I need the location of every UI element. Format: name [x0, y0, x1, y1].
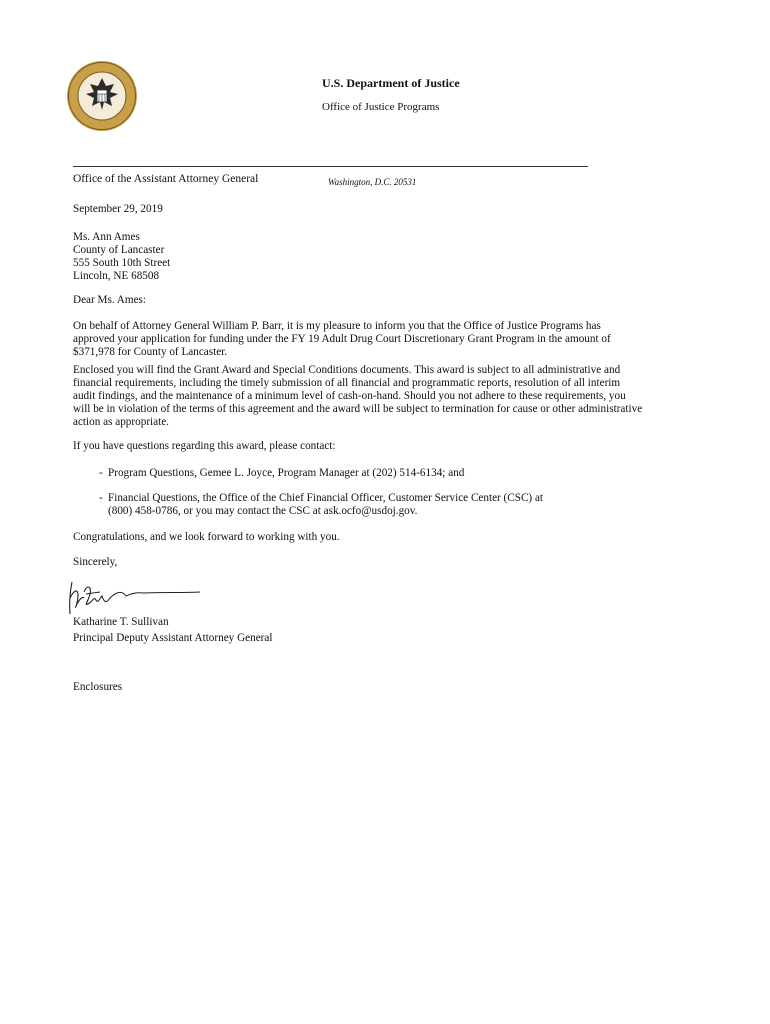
department-name: U.S. Department of Justice [322, 76, 460, 90]
bullet-marker: - [99, 467, 103, 479]
recipient-address [73, 231, 633, 283]
bullet-text: Program Questions, Gemee L. Joyce, Program Manager at (202) 514-6134; and [108, 467, 465, 479]
paragraph-line: will be in violation of the terms of this agreement and the award will be subject to termination for cause or other administrative [73, 403, 643, 415]
contact-program-questions [99, 467, 639, 480]
enclosures-note: Enclosures [73, 681, 123, 693]
recipient-name: Ms. Ann Ames [73, 231, 140, 243]
signer-title: Principal Deputy Assistant Attorney General [73, 632, 273, 644]
handwritten-signature [66, 576, 206, 618]
recipient-organization: County of Lancaster [73, 244, 165, 256]
paragraph-requirements [73, 364, 643, 429]
bullet-marker: - [99, 492, 103, 504]
recipient-street: 555 South 10th Street [73, 257, 171, 269]
recipient-city: Lincoln, NE 68508 [73, 270, 160, 282]
doj-seal-icon [66, 60, 138, 132]
paragraph-contact-intro: If you have questions regarding this award, please contact: [73, 440, 336, 452]
closing-line: Congratulations, and we look forward to working with you. [73, 531, 340, 543]
salutation: Dear Ms. Ames: [73, 294, 147, 306]
contact-financial-questions [99, 492, 639, 518]
letter-date: September 29, 2019 [73, 203, 163, 215]
paragraph-line: $371,978 for County of Lancaster. [73, 346, 228, 358]
paragraph-line: approved your application for funding under the FY 19 Adult Drug Court Discretionary Grant Program in the amount of [73, 333, 611, 345]
header-divider [73, 166, 588, 167]
subheader-city: Washington, D.C. 20531 [328, 177, 417, 187]
paragraph-line: financial requirements, including the timely submission of all financial and programmatic reports, resolution of all interim [73, 377, 621, 389]
subheader-office: Office of the Assistant Attorney General [73, 173, 259, 185]
paragraph-line: action as appropriate. [73, 416, 169, 428]
paragraph-line: On behalf of Attorney General William P. Barr, it is my pleasure to inform you that the Office of Justice Programs has [73, 320, 601, 332]
bullet-text-continued: (800) 458-0786, or you may contact the CSC at ask.ocfo@usdoj.gov. [108, 505, 418, 517]
paragraph-line: audit findings, and the maintenance of a minimum level of cash-on-hand. Should you not adhere to these requirements, you [73, 390, 626, 402]
paragraph-award-notice [73, 320, 633, 359]
bullet-text: Financial Questions, the Office of the Chief Financial Officer, Customer Service Center (CSC) at [108, 492, 544, 504]
office-name: Office of Justice Programs [322, 101, 440, 113]
paragraph-line: Enclosed you will find the Grant Award and Special Conditions documents. This award is subject to all administrative and [73, 364, 621, 376]
sign-off: Sincerely, [73, 556, 118, 568]
signer-name: Katharine T. Sullivan [73, 616, 169, 628]
